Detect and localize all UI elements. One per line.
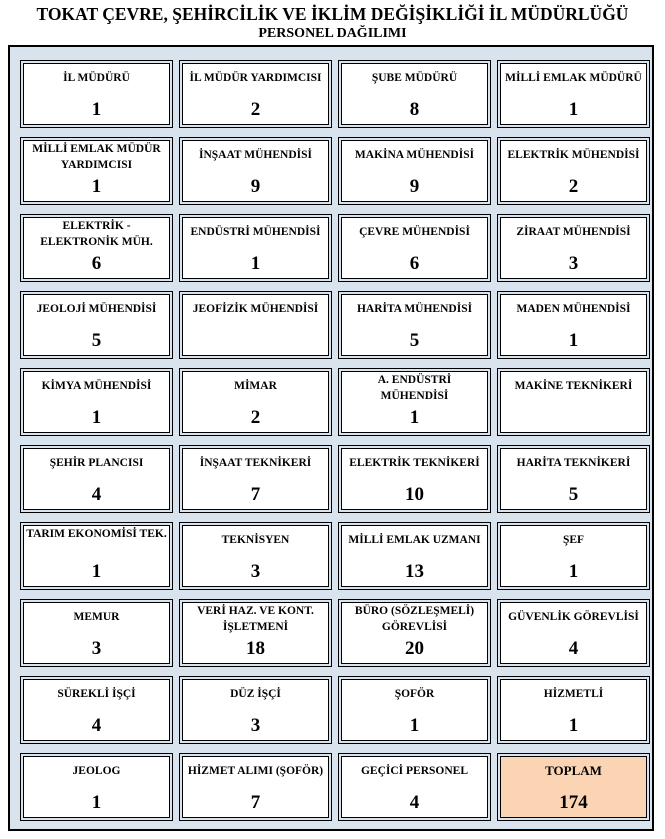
cell-ziraat-muhendisi bbox=[500, 217, 647, 279]
cell-label: İNŞAAT TEKNİKERİ bbox=[199, 457, 312, 469]
cell-value: 4 bbox=[409, 792, 420, 813]
cell-label: A. ENDÜSTRİ MÜHENDİSİ bbox=[377, 374, 452, 402]
cell-label: GEÇİCİ PERSONEL bbox=[360, 765, 469, 777]
personnel-grid-panel bbox=[8, 45, 654, 831]
cell-label: ÇEVRE MÜHENDİSİ bbox=[359, 226, 470, 238]
cell-maden-muhendisi bbox=[500, 294, 647, 356]
cell-veri-haz-kont-isletmeni bbox=[182, 602, 329, 664]
cell-value: 20 bbox=[405, 638, 424, 659]
cell-jeoloji-muhendisi bbox=[23, 294, 170, 356]
cell-milli-emlak-muduru bbox=[500, 63, 647, 125]
cell-label: İL MÜDÜRÜ bbox=[63, 72, 130, 84]
cell-value: 6 bbox=[91, 253, 102, 274]
cell-value: 3 bbox=[250, 715, 261, 736]
cell-value: 5 bbox=[409, 330, 420, 351]
cell-value: 5 bbox=[91, 330, 102, 351]
cell-label: ZİRAAT MÜHENDİSİ bbox=[516, 226, 631, 238]
cell-label: JEOLOG bbox=[72, 765, 121, 777]
cell-label: MEMUR bbox=[73, 611, 120, 623]
cell-a-endustri-muhendisi bbox=[341, 371, 488, 433]
cell-label: MİLLİ EMLAK UZMANI bbox=[348, 534, 481, 546]
page-subtitle: PERSONEL DAĞILIMI bbox=[258, 26, 407, 41]
cell-value: 4 bbox=[91, 484, 102, 505]
cell-value: 1 bbox=[409, 715, 420, 736]
cell-value: 9 bbox=[250, 176, 261, 197]
cell-duz-isci bbox=[182, 679, 329, 741]
cell-makine-teknikeri bbox=[500, 371, 647, 433]
cell-value: 7 bbox=[250, 792, 261, 813]
cell-value: 1 bbox=[568, 330, 579, 351]
cell-value: 3 bbox=[91, 638, 102, 659]
cell-guvenlik-gorevlisi bbox=[500, 602, 647, 664]
cell-insaat-teknikeri bbox=[182, 448, 329, 510]
cell-label: GÜVENLİK GÖREVLİSİ bbox=[508, 611, 639, 623]
cell-endustri-muhendisi bbox=[182, 217, 329, 279]
cell-label: SÜREKLİ İŞÇİ bbox=[57, 688, 136, 700]
cell-value: 1 bbox=[568, 715, 579, 736]
cell-value: 5 bbox=[568, 484, 579, 505]
cell-label: MİLLİ EMLAK MÜDÜRÜ bbox=[505, 72, 642, 84]
cell-label: ELEKTRİK TEKNİKERİ bbox=[349, 457, 480, 469]
cell-value: 10 bbox=[405, 484, 424, 505]
cell-harita-teknikeri bbox=[500, 448, 647, 510]
cell-insaat-muhendisi bbox=[182, 140, 329, 202]
cell-label: JEOLOJİ MÜHENDİSİ bbox=[36, 303, 157, 315]
cell-teknisyen bbox=[182, 525, 329, 587]
cell-label: MAKİNE TEKNİKERİ bbox=[514, 380, 633, 392]
cell-memur bbox=[23, 602, 170, 664]
cell-label: ENDÜSTRİ MÜHENDİSİ bbox=[190, 226, 321, 238]
cell-label: ŞUBE MÜDÜRÜ bbox=[371, 72, 458, 84]
cell-jeofizik-muhendisi bbox=[182, 294, 329, 356]
cell-label: HARİTA MÜHENDİSİ bbox=[356, 303, 473, 315]
cell-value: 2 bbox=[250, 99, 261, 120]
cell-milli-emlak-uzmani bbox=[341, 525, 488, 587]
cell-tarim-ekonomisi-tek bbox=[23, 525, 170, 587]
cell-label: İNŞAAT MÜHENDİSİ bbox=[198, 149, 312, 161]
cell-makina-muhendisi bbox=[341, 140, 488, 202]
cell-value: 1 bbox=[568, 561, 579, 582]
cell-value: 8 bbox=[409, 99, 420, 120]
cell-label: BÜRO (SÖZLEŞMELİ) GÖREVLİSİ bbox=[354, 605, 475, 633]
cell-label: HİZMET ALIMI (ŞOFÖR) bbox=[187, 765, 324, 777]
cell-value: 4 bbox=[91, 715, 102, 736]
cell-value: 3 bbox=[250, 561, 261, 582]
cell-label: JEOFİZİK MÜHENDİSİ bbox=[192, 303, 319, 315]
cell-label: TOPLAM bbox=[545, 763, 602, 778]
cell-label: ŞOFÖR bbox=[394, 688, 435, 700]
cell-hizmet-alimi-sofor bbox=[182, 756, 329, 818]
cell-buro-sozlesmeli-gorevlisi bbox=[341, 602, 488, 664]
cell-label: MİMAR bbox=[234, 380, 277, 392]
cell-elektrik-muhendisi bbox=[500, 140, 647, 202]
cell-sehir-plancisi bbox=[23, 448, 170, 510]
cell-kimya-muhendisi bbox=[23, 371, 170, 433]
cell-label: MİLLİ EMLAK MÜDÜR YARDIMCISI bbox=[32, 143, 161, 171]
cell-elektrik-elektronik-muh bbox=[23, 217, 170, 279]
cell-value: 13 bbox=[405, 561, 424, 582]
cell-value: 1 bbox=[250, 253, 261, 274]
cell-value: 1 bbox=[91, 561, 102, 582]
cell-value: 9 bbox=[409, 176, 420, 197]
cell-label: VERİ HAZ. VE KONT. İŞLETMENİ bbox=[197, 605, 314, 633]
cell-value: 1 bbox=[568, 99, 579, 120]
cell-value: 3 bbox=[568, 253, 579, 274]
cell-value: 1 bbox=[409, 407, 420, 428]
cell-label: ELEKTRİK - ELEKTRONİK MÜH. bbox=[40, 220, 153, 248]
cell-value: 1 bbox=[91, 792, 102, 813]
cell-value: 174 bbox=[559, 792, 588, 813]
cell-sube-muduru bbox=[341, 63, 488, 125]
cell-elektrik-teknikeri bbox=[341, 448, 488, 510]
cell-label: DÜZ İŞÇİ bbox=[230, 688, 281, 700]
cell-label: ŞEF bbox=[562, 534, 585, 546]
cell-value: 18 bbox=[246, 638, 265, 659]
cell-value: 6 bbox=[409, 253, 420, 274]
cell-hizmetli bbox=[500, 679, 647, 741]
cell-harita-muhendisi bbox=[341, 294, 488, 356]
cell-milli-emlak-mudur-yardimcisi bbox=[23, 140, 170, 202]
cell-label: MADEN MÜHENDİSİ bbox=[516, 303, 631, 315]
cell-mimar bbox=[182, 371, 329, 433]
cell-label: KİMYA MÜHENDİSİ bbox=[41, 380, 152, 392]
cell-label: ŞEHİR PLANCISI bbox=[49, 457, 144, 469]
cell-label: ELEKTRİK MÜHENDİSİ bbox=[507, 149, 640, 161]
cell-value: 1 bbox=[91, 407, 102, 428]
cell-label: İL MÜDÜR YARDIMCISI bbox=[189, 72, 322, 84]
cell-value: 2 bbox=[568, 176, 579, 197]
cell-il-mudur-yardimcisi bbox=[182, 63, 329, 125]
cell-label: HİZMETLİ bbox=[543, 688, 604, 700]
cell-il-muduru bbox=[23, 63, 170, 125]
cell-value: 1 bbox=[91, 176, 102, 197]
cell-cevre-muhendisi bbox=[341, 217, 488, 279]
cell-gecici-personel bbox=[341, 756, 488, 818]
cell-sef bbox=[500, 525, 647, 587]
cell-surekli-isci bbox=[23, 679, 170, 741]
cell-value: 4 bbox=[568, 638, 579, 659]
cell-value: 7 bbox=[250, 484, 261, 505]
cell-value: 2 bbox=[250, 407, 261, 428]
cell-value: 1 bbox=[91, 99, 102, 120]
cell-label: TEKNİSYEN bbox=[221, 534, 290, 546]
cell-jeolog bbox=[23, 756, 170, 818]
cell-label: MAKİNA MÜHENDİSİ bbox=[354, 149, 475, 161]
cell-label: HARİTA TEKNİKERİ bbox=[516, 457, 631, 469]
cell-sofor bbox=[341, 679, 488, 741]
cell-toplam bbox=[500, 756, 647, 818]
page-title: TOKAT ÇEVRE, ŞEHİRCİLİK VE İKLİM DEĞİŞİKLİĞİ İL MÜDÜRLÜĞÜ bbox=[36, 4, 629, 24]
cell-label: TARIM EKONOMİSİ TEK. bbox=[26, 528, 167, 540]
